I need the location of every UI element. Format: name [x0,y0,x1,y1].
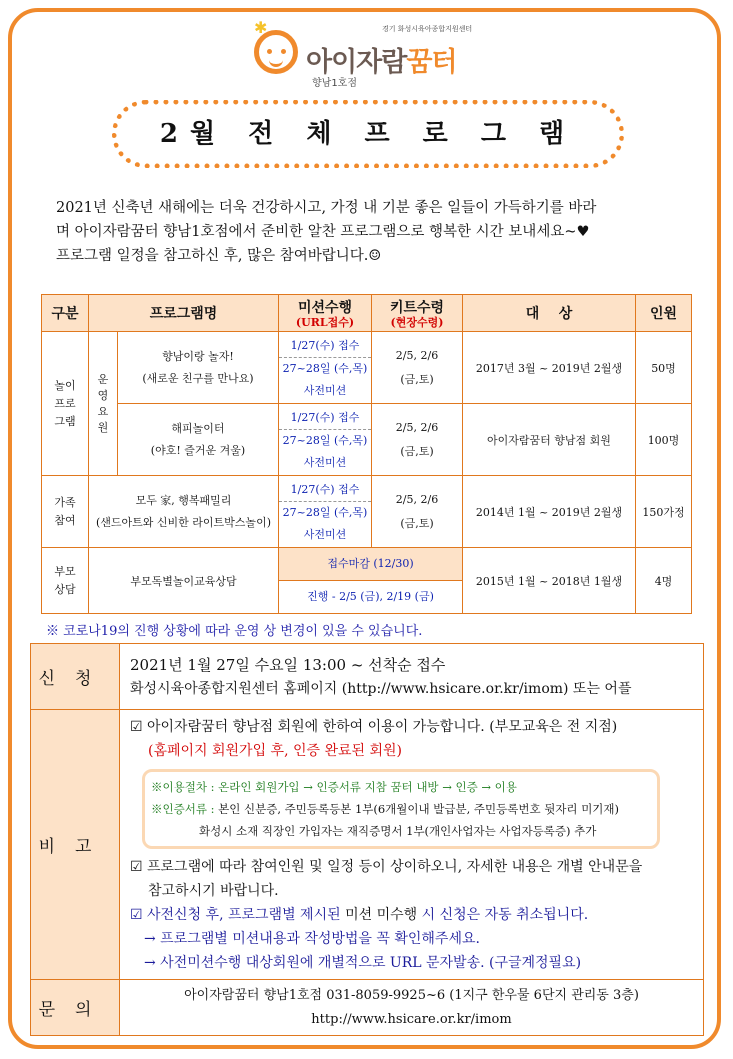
group-family: 가족 참여 [42,476,89,548]
program-name: 모두 家, 행복패밀리 (샌드아트와 신비한 라이트박스놀이) [89,476,279,548]
procedure-box: ※이용절차 : 온라인 회원가입 → 인증서류 지참 꿈터 내방 → 인증 → 이용 ※인증서류 : 본인 신분증, 주민등록등본 1부(6개월이내 발급분, 주민등록번호 뒷자리 미기재) 화성시 소재 직장인 가입자는 재직증명서 1부(개인사업자는 사업자등록증) 추가 [142,769,660,849]
count-cell: 100명 [636,404,692,476]
table-row [42,332,692,404]
apply-content: 2021년 1월 27일 수요일 13:00 ~ 선착순 접수 화성시육아종합지원센터 홈페이지 (http://www.hsicare.or.kr/imom) 또는 어플 [120,644,704,710]
count-cell: 150가정 [636,476,692,548]
contact-label: 문의 [31,980,120,1036]
target-cell: 2014년 1월 ~ 2019년 2월생 [463,476,636,548]
logo-branch: 향남1호점 [312,78,358,89]
contact-content: 아이자람꿈터 향남1호점 031-8059-9925~6 (1지구 한우물 6단지 관리동 3층) http://www.hsicare.or.kr/imom [120,980,704,1036]
notice-text: ※ 코로나19의 진행 상황에 따라 운영 상 변경이 있을 수 있습니다. [46,624,423,639]
program-name: 해피놀이터 (야호! 즐거운 겨울) [118,404,279,476]
kit-cell: 2/5, 2/6 (금,토) [372,404,463,476]
target-cell: 아이자람꿈터 향남점 회원 [463,404,636,476]
org-name: 경기 화성시육아종합지원센터 [382,25,473,33]
header-program: 프로그램명 [89,295,279,332]
contact-url[interactable]: http://www.hsicare.or.kr/imom [311,1011,512,1027]
page-title: 2월 전 체 프 로 그 램 [112,100,624,168]
mission-cell: 1/27(수) 접수 27~28일 (수,목) 사전미션 [279,332,372,404]
kit-cell: 2/5, 2/6 (금,토) [372,476,463,548]
target-cell: 2017년 3월 ~ 2019년 2월생 [463,332,636,404]
mission-cell: 접수마감 (12/30) 진행 - 2/5 (금), 2/19 (금) [279,548,463,614]
logo-name: 아이자람꿈터 [306,47,457,78]
program-name: 향남이랑 놀자! (새로운 친구를 만나요) [118,332,279,404]
remarks-content: ☑ 아이자람꿈터 향남점 회원에 한하여 이용이 가능합니다. (부모교육은 전 지점) (홈페이지 회원가입 후, 인증 완료된 회원) ※이용절차 : 온라인 회원가입 → 인증서류 지참 꿈터 내방 → 인증 → 이용 ※인증서류 : 본인 신분증, 주민등록등본 1부(6개월이내 발급분, 주민등록번호 뒷자리 미기재) 화성시 소재 직장인 가입자는 재직증명서 1부(개인사업자는 사업자등록증) 추가 ☑ 프로그램에 따라 참여인원 및 일정 등이 상이하오니, 자세한 내용은 개별 안내문을 참고하시기 바랍니다. ☑ 사전신청 후, 프로그램별 제시된 미션 미수행 시 신청은 자동 취소됩니다. → 프로그램별 미션내용과 작성방법을 꼭 확인해주세요. → 사전미션수행 대상회원에 개별적으로 URL 문자발송. (구글계정필요) [120,710,704,980]
mission-cell: 1/27(수) 접수 27~28일 (수,목) 사전미션 [279,476,372,548]
count-cell: 4명 [636,548,692,614]
header-count: 인원 [636,295,692,332]
remarks-label: 비고 [31,710,120,980]
table-row [42,476,692,548]
header-mission: 미션수행 (URL접수) [279,295,372,332]
target-cell: 2015년 1월 ~ 2018년 1월생 [463,548,636,614]
program-name: 부모독별놀이교육상담 [89,548,279,614]
header-target: 대 상 [463,295,636,332]
star-icon: ✱ [254,18,268,37]
smile-face-icon [254,30,298,74]
count-cell: 50명 [636,332,692,404]
apply-label: 신청 [31,644,120,710]
table-row [42,404,692,476]
group-play: 놀이 프로 그램 [42,332,89,476]
program-table [41,294,692,614]
table-row [42,548,692,614]
header-kit: 키트수령 (현장수령) [372,295,463,332]
group-ops: 운 영 요 원 [89,332,118,476]
intro-text: 2021년 신축년 새해에는 더욱 건강하시고, 가정 내 기분 좋은 일들이 가득하기를 바라 며 아이자람꿈터 향남1호점에서 준비한 알찬 프로그램으로 행복한 시간 보내세요~♥ 프로그램 일정을 참고하신 후, 많은 참여바랍니다.☺ [56,200,597,264]
kit-cell: 2/5, 2/6 (금,토) [372,332,463,404]
info-table [30,643,704,1036]
mission-cell: 1/27(수) 접수 27~28일 (수,목) 사전미션 [279,404,372,476]
header-category: 구분 [42,295,89,332]
logo [250,18,490,88]
group-parent: 부모 상담 [42,548,89,614]
